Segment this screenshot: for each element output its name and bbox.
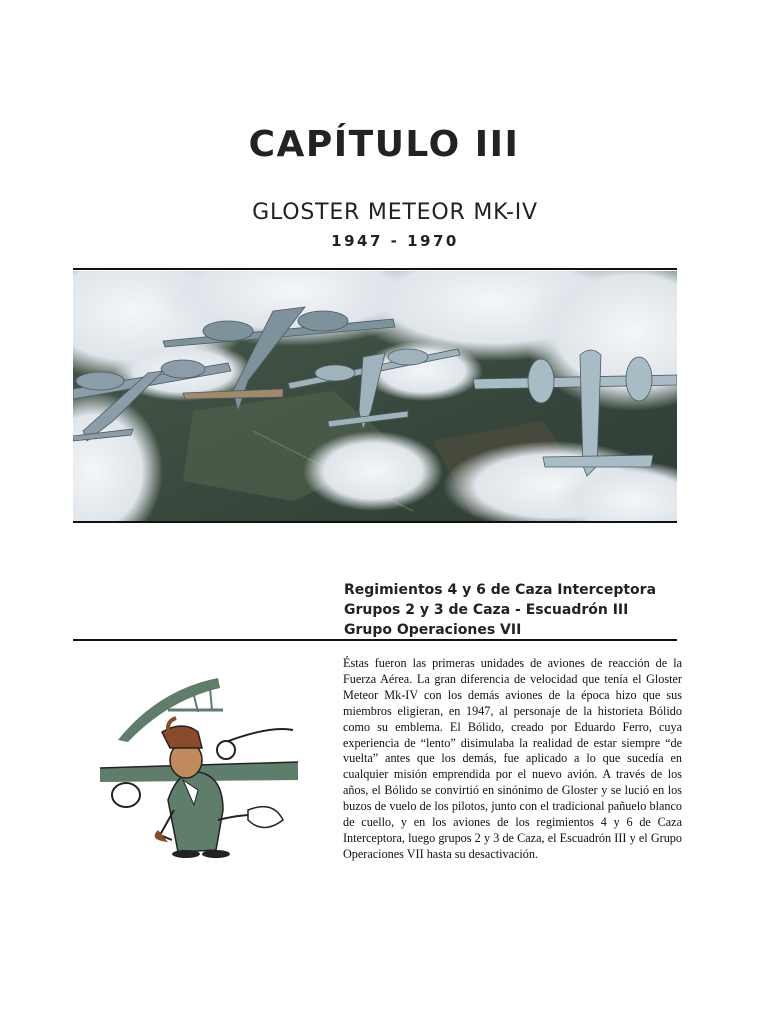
- top-divider: [73, 268, 677, 270]
- chapter-body-text: Éstas fueron las primeras unidades de aviones de reacción de la Fuerza Aérea. La gran diferencia de velocidad que tenía el Gloster Meteor Mk-IV con los demás aviones de la época hizo que sus miembros eligieran, en 1947, al personaje de la historieta Bólido como su emblema. El Bólido, creado por Eduardo Ferro, cuya experiencia de “lento” disimulaba la realidad de estar siempre “de vuelta” antes que los demás, fue aplicado a lo que sucedía en cualquier misión emprendida por el nuevo avión. A través de los años, el Bólido se convirtió en sinónimo de Gloster y se lució en los buzos de vuelo de los pilotos, junto con el tradicional pañuelo blanco de cuello, y en los aviones de los regimientos 4 y 6 de Caza Interceptora, luego grupos 2 y 3 de Caza, el Escuadrón III y el Grupo Operaciones VII hasta su desactivación.: [343, 656, 682, 861]
- units-line-2: Grupos 2 y 3 de Caza - Escuadrón III: [344, 602, 629, 618]
- units-line-1: Regimientos 4 y 6 de Caza Interceptora: [344, 582, 657, 598]
- units-heading: [344, 580, 680, 640]
- service-years: 1947 - 1970: [331, 232, 459, 250]
- photo-bottom-divider: [73, 521, 677, 523]
- aircraft-subtitle: GLOSTER METEOR MK-IV: [252, 200, 538, 225]
- units-line-3: Grupo Operaciones VII: [344, 622, 522, 638]
- bolido-emblem: [98, 670, 303, 860]
- formation-photo: [73, 271, 677, 522]
- chapter-title: CAPÍTULO III: [248, 124, 520, 165]
- section-divider: [73, 639, 677, 641]
